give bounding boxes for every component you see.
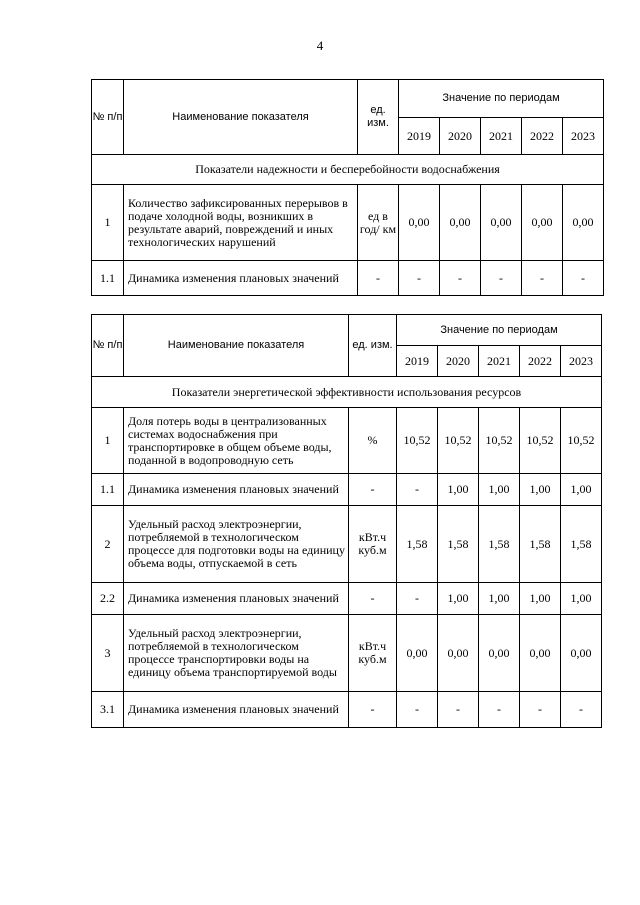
header-year: 2023 [561,346,602,377]
row-value: 0,00 [440,185,481,261]
table-row [92,185,604,261]
row-value: 1,58 [397,506,438,583]
row-value: 0,00 [397,615,438,692]
row-value: 1,58 [561,506,602,583]
row-value: - [440,261,481,296]
row-value: 1,58 [438,506,479,583]
energy-efficiency-table [91,314,602,728]
section-title: Показатели энергетической эффективности использования ресурсов [92,377,602,408]
row-value: 1,00 [520,474,561,506]
row-unit: - [349,474,397,506]
row-unit: - [349,583,397,615]
row-unit: - [349,692,397,728]
table-row [92,474,602,506]
header-unit: ед. изм. [358,80,399,155]
row-unit: кВт.ч куб.м [349,506,397,583]
row-value: 10,52 [479,408,520,474]
row-num: 2.2 [92,583,124,615]
row-name: Динамика изменения плановых значений [124,474,349,506]
row-value: 10,52 [520,408,561,474]
header-year: 2019 [397,346,438,377]
row-value: 10,52 [561,408,602,474]
row-value: - [397,474,438,506]
row-value: 0,00 [399,185,440,261]
row-value: - [563,261,604,296]
row-value: 10,52 [438,408,479,474]
table-row [92,408,602,474]
header-name: Наименование показателя [124,315,349,377]
row-unit: - [358,261,399,296]
row-value: - [397,583,438,615]
row-value: - [481,261,522,296]
row-value: 0,00 [481,185,522,261]
row-unit: % [349,408,397,474]
row-name: Динамика изменения плановых значений [124,583,349,615]
header-year: 2021 [479,346,520,377]
row-name: Динамика изменения плановых значений [124,261,358,296]
row-value: 1,00 [438,583,479,615]
row-value: - [399,261,440,296]
table-row [92,583,602,615]
row-num: 3.1 [92,692,124,728]
table-row [92,615,602,692]
row-value: 0,00 [563,185,604,261]
row-num: 1.1 [92,474,124,506]
table-row [92,506,602,583]
row-name: Удельный расход электроэнергии, потребляемой в технологическом процессе для подготовки воды на единицу объема воды, отпускаемой в сеть [124,506,349,583]
row-unit: ед в год/ км [358,185,399,261]
row-value: 0,00 [438,615,479,692]
header-unit: ед. изм. [349,315,397,377]
section-title: Показатели надежности и бесперебойности водоснабжения [92,155,604,185]
row-value: 1,00 [479,583,520,615]
header-periods: Значение по периодам [397,315,602,346]
row-value: - [438,692,479,728]
row-value: 0,00 [522,185,563,261]
table-row [92,692,602,728]
header-year: 2023 [563,118,604,155]
row-value: 1,00 [561,474,602,506]
row-name: Доля потерь воды в централизованных системах водоснабжения при транспортировке в общем объеме воды, поданной в водопроводную сеть [124,408,349,474]
row-value: - [397,692,438,728]
header-year: 2022 [522,118,563,155]
row-value: 0,00 [479,615,520,692]
header-year: 2020 [438,346,479,377]
row-value: 10,52 [397,408,438,474]
row-num: 1.1 [92,261,124,296]
row-value: - [520,692,561,728]
row-value: 0,00 [561,615,602,692]
row-value: - [522,261,563,296]
header-periods: Значение по периодам [399,80,604,118]
header-num: № п/п [92,315,124,377]
row-num: 1 [92,408,124,474]
table-row [92,261,604,296]
row-num: 1 [92,185,124,261]
row-value: 1,00 [438,474,479,506]
row-value: 1,58 [479,506,520,583]
row-value: 1,00 [561,583,602,615]
row-unit: кВт.ч куб.м [349,615,397,692]
header-year: 2019 [399,118,440,155]
row-name: Удельный расход электроэнергии, потребляемой в технологическом процессе транспортировки воды на единицу объема транспортируемой воды [124,615,349,692]
header-name: Наименование показателя [124,80,358,155]
row-value: - [479,692,520,728]
row-value: - [561,692,602,728]
row-value: 1,00 [479,474,520,506]
header-year: 2020 [440,118,481,155]
row-value: 1,58 [520,506,561,583]
row-num: 2 [92,506,124,583]
row-num: 3 [92,615,124,692]
header-year: 2022 [520,346,561,377]
row-name: Динамика изменения плановых значений [124,692,349,728]
row-value: 1,00 [520,583,561,615]
header-num: № п/п [92,80,124,155]
row-value: 0,00 [520,615,561,692]
row-name: Количество зафиксированных перерывов в подаче холодной воды, возникших в результате аварий, повреждений и иных технологических нарушений [124,185,358,261]
header-year: 2021 [481,118,522,155]
reliability-indicators-table [91,79,604,296]
page-number: 4 [316,38,324,53]
